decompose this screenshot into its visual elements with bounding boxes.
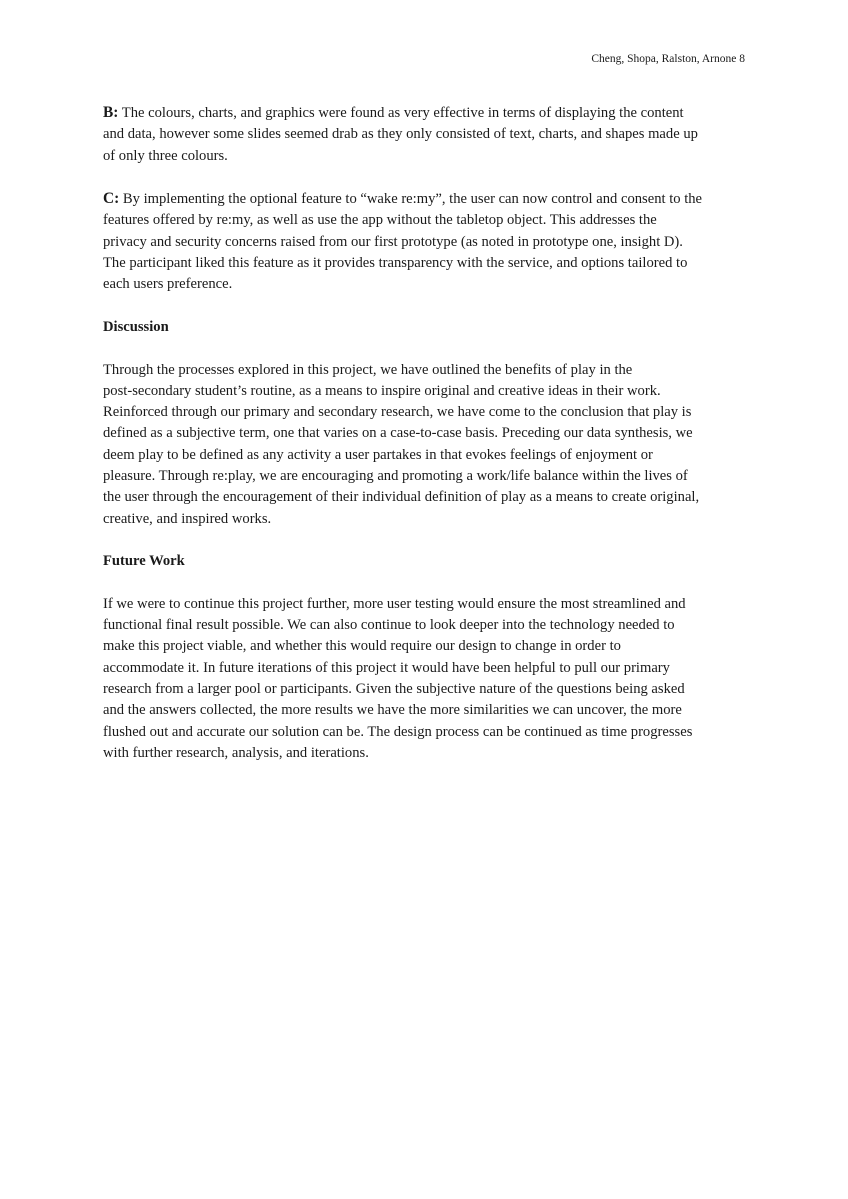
text-line: flushed out and accurate our solution can be. The design process can be continued as time progresses [103, 723, 693, 740]
text-line: privacy and security concerns raised from our first prototype (as noted in prototype one, insight D). [103, 233, 683, 250]
text-line: defined as a subjective term, one that varies on a case-to-case basis. Preceding our data synthesis, we [103, 425, 693, 442]
text-line: functional final result possible. We can also continue to look deeper into the technology needed to [103, 617, 675, 634]
text-line: If we were to continue this project further, more user testing would ensure the most streamlined and [103, 595, 686, 612]
discussion-heading: Discussion [103, 318, 169, 335]
text-line [103, 102, 747, 124]
discussion-paragraph [103, 360, 747, 530]
text-line: creative, and inspired works. [103, 510, 272, 527]
text-line: and the answers collected, the more results we have the more similarities we can uncover, the more [103, 702, 682, 719]
page-content [103, 102, 747, 786]
text-line-content: By implementing the optional feature to “wake re:my”, the user can now control and consent to the [122, 191, 703, 208]
future-work-paragraph [103, 594, 747, 764]
text-line: each users preference. [103, 276, 233, 293]
text-line: with further research, analysis, and iterations. [103, 744, 369, 761]
text-line: deem play to be defined as any activity a user partakes in that evokes feelings of enjoyment or [103, 446, 653, 463]
insight-b-paragraph [103, 102, 747, 167]
text-line: The participant liked this feature as it provides transparency with the service, and options tailored to [103, 255, 688, 272]
text-line: Through the processes explored in this project, we have outlined the benefits of play in the [103, 361, 633, 378]
insight-c-paragraph [103, 188, 747, 295]
insight-label: B: [103, 104, 119, 121]
text-line: accommodate it. In future iterations of this project it would have been helpful to pull our primary [103, 659, 670, 676]
text-line-content: The colours, charts, and graphics were found as very effective in terms of displaying the content [121, 105, 684, 121]
text-line: Reinforced through our primary and secondary research, we have come to the conclusion that play is [103, 404, 692, 421]
text-line: research from a larger pool or participants. Given the subjective nature of the questions being asked [103, 681, 685, 698]
text-line: pleasure. Through re:play, we are encouraging and promoting a work/life balance within the lives of [103, 468, 688, 485]
insight-label: C: [103, 190, 120, 208]
future-work-heading: Future Work [103, 553, 185, 570]
text-line: features offered by re:my, as well as use the app without the tabletop object. This addresses the [103, 212, 657, 229]
text-line: and data, however some slides seemed drab as they only consisted of text, charts, and shapes made up [103, 126, 698, 143]
text-line: of only three colours. [103, 147, 228, 164]
text-line: the user through the encouragement of their individual definition of play as a means to create original, [103, 489, 700, 506]
text-line: make this project viable, and whether this would require our design to change in order to [103, 638, 621, 655]
text-line: post-secondary student’s routine, as a means to inspire original and creative ideas in their work. [103, 382, 661, 399]
text-line [103, 188, 747, 210]
running-header: Cheng, Shopa, Ralston, Arnone 8 [591, 53, 745, 65]
